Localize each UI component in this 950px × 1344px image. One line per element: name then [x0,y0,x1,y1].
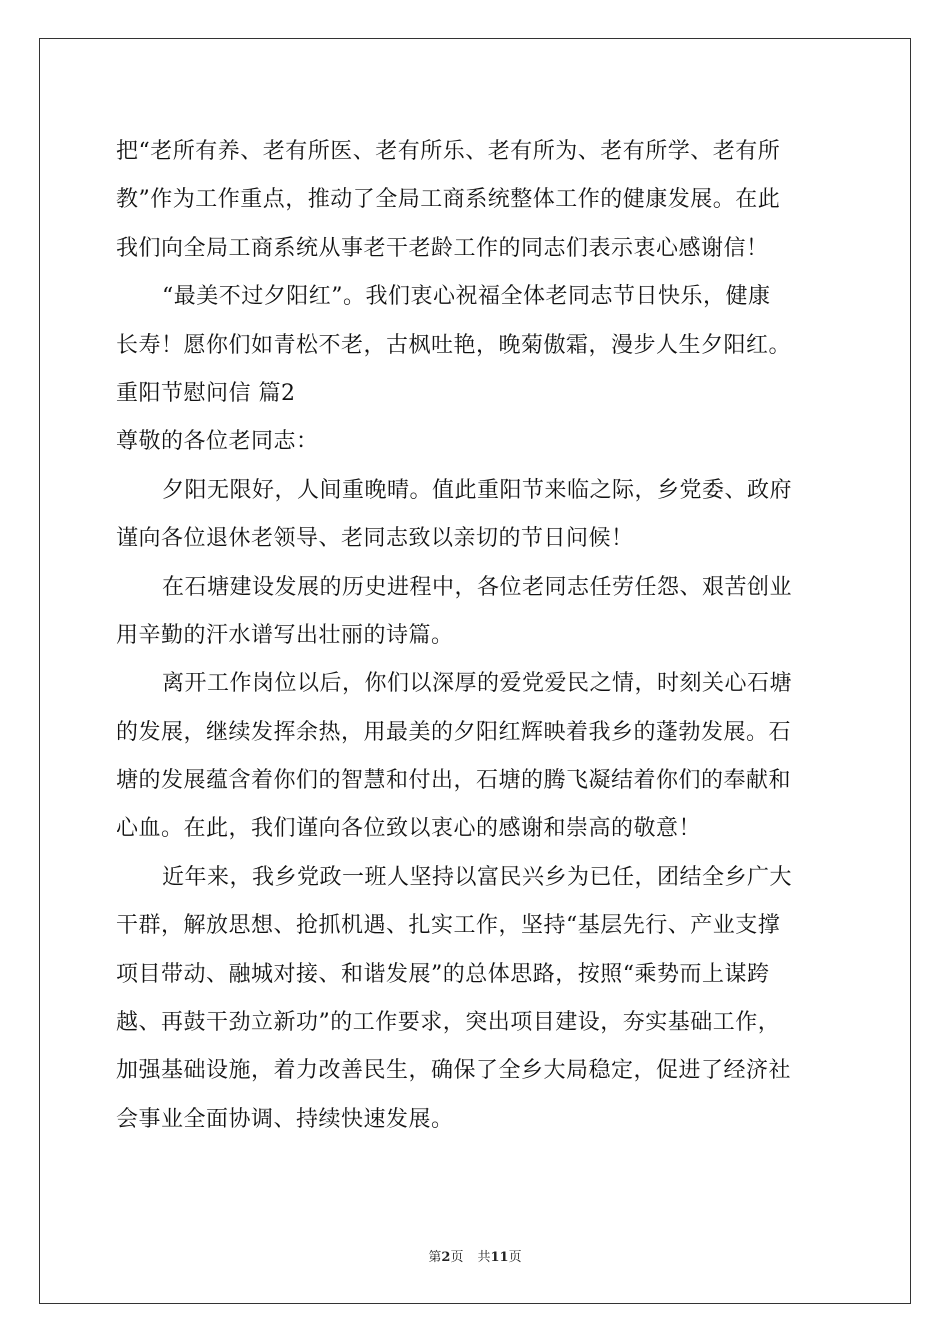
text-line: 近年来，我乡党政一班人坚持以富民兴乡为已任，团结全乡广大 [162,864,793,890]
total-suffix: 页 [508,1250,522,1265]
page-current: 2 [441,1250,451,1265]
text-line: 长寿！愿你们如青松不老，古枫吐艳，晚菊傲霜，漫步人生夕阳红。 [116,332,792,358]
salutation: 尊敬的各位老同志： [116,429,319,455]
total-prefix: 共 [477,1250,491,1265]
text-line: 会事业全面协调、持续快速发展。 [116,1106,454,1132]
page-total: 11 [490,1250,509,1265]
section-heading: 重阳节慰问信 篇2 [116,380,296,406]
text-line: 夕阳无限好，人间重晚晴。值此重阳节来临之际，乡党委、政府 [162,477,793,503]
text-line: 我们向全局工商系统从事老干老龄工作的同志们表示衷心感谢信！ [116,235,769,261]
text-line: 谨向各位退休老领导、老同志致以亲切的节日问候！ [116,526,634,552]
text-line: 加强基础设施，着力改善民生，确保了全乡大局稳定，促进了经济社 [116,1058,792,1084]
text-line: 项目带动、融城对接、和谐发展”的总体思路，按照“乘势而上谋跨 [116,961,770,987]
text-line: 塘的发展蕴含着你们的智慧和付出，石塘的腾飞凝结着你们的奉献和 [116,768,792,794]
page-prefix: 第 [428,1250,442,1265]
text-line: 离开工作岗位以后，你们以深厚的爱党爱民之情，时刻关心石塘 [162,671,793,697]
text-line: 把“老所有养、老有所医、老有所乐、老有所为、老有所学、老有所 [116,139,781,164]
text-line: 在石塘建设发展的历史进程中，各位老同志任劳任怨、艰苦创业 [162,574,793,600]
text-line: 干群，解放思想、抢抓机遇、扎实工作，坚持“基层先行、产业支撑 [116,913,781,939]
page-suffix: 页 [450,1250,464,1265]
text-line: 教”作为工作重点，推动了全局工商系统整体工作的健康发展。在此 [116,187,781,213]
text-line: 心血。在此，我们谨向各位致以衷心的感谢和崇高的敬意！ [116,816,702,842]
document-body [116,128,836,1144]
text-line: “最美不过夕阳红”。我们衷心祝福全体老同志节日快乐，健康 [162,284,771,310]
text-line: 用辛勤的汗水谱写出壮丽的诗篇。 [116,622,454,648]
text-line: 的发展，继续发挥余热，用最美的夕阳红辉映着我乡的蓬勃发展。石 [116,719,792,745]
page-footer [0,1246,950,1265]
text-line: 越、再鼓干劲立新功”的工作要求，突出项目建设，夯实基础工作， [116,1010,781,1036]
